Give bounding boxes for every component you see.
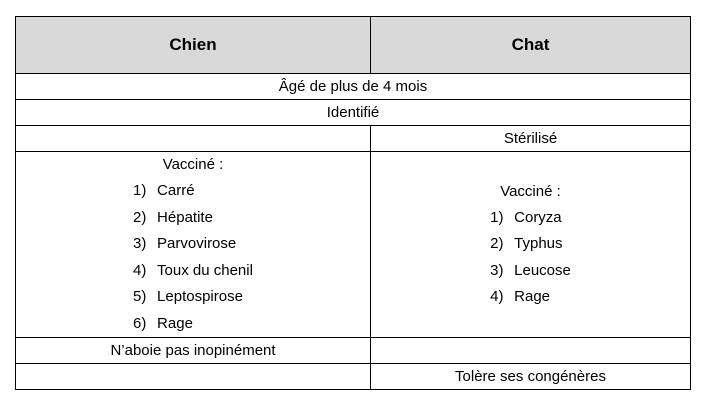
- vaccine-name: Rage: [514, 288, 550, 305]
- dog-vaccine-item: [133, 258, 253, 285]
- list-number: 4): [133, 261, 147, 279]
- dog-vaccine-item: [133, 178, 253, 205]
- dog-vaccines-cell: [16, 152, 371, 338]
- cat-vaccine-item: [490, 205, 571, 232]
- header-dog: Chien: [16, 17, 371, 74]
- list-number: 2): [490, 235, 504, 252]
- vaccine-name: Hépatite: [157, 208, 213, 226]
- dog-vaccine-list: [133, 178, 253, 337]
- cat-vaccines-cell: [371, 152, 691, 338]
- row-vaccines: [16, 152, 691, 338]
- row-tolerance: [16, 364, 691, 390]
- list-number: 1): [133, 182, 147, 199]
- vaccine-name: Toux du chenil: [157, 261, 253, 279]
- cat-sterilized: Stérilisé: [371, 126, 691, 152]
- age-requirement: Âgé de plus de 4 mois: [16, 74, 691, 100]
- cat-tolerance: Tolère ses congénères: [371, 364, 691, 390]
- list-number: 5): [133, 288, 147, 305]
- row-barking: [16, 338, 691, 364]
- header-cat: Chat: [371, 17, 691, 74]
- list-number: 6): [133, 314, 147, 332]
- dog-tolerance-cell: [16, 364, 371, 390]
- cat-vaccine-item: [490, 231, 571, 258]
- list-number: 4): [490, 288, 504, 305]
- vaccine-name: Parvovirose: [157, 235, 237, 252]
- vaccine-name: Leptospirose: [157, 288, 243, 305]
- list-number: 2): [133, 208, 147, 226]
- dog-sterilized-cell: [16, 126, 371, 152]
- dog-vaccine-item: [133, 205, 253, 232]
- cat-vaccine-item: [490, 258, 571, 285]
- vaccine-name: Carré: [157, 182, 195, 199]
- comparison-table: [15, 16, 691, 390]
- row-age: [16, 74, 691, 100]
- list-number: 1): [490, 208, 504, 226]
- identified-requirement: Identifié: [16, 100, 691, 126]
- row-sterilized: [16, 126, 691, 152]
- cat-vaccine-item: [490, 284, 571, 311]
- list-number: 3): [133, 235, 147, 252]
- dog-vaccine-item: [133, 311, 253, 338]
- dog-vaccines: [133, 152, 253, 337]
- cat-vaccines-title: Vacciné :: [500, 182, 561, 200]
- dog-vaccine-item: [133, 231, 253, 258]
- cat-vaccine-list: [490, 205, 571, 311]
- cat-vaccines: [490, 179, 571, 311]
- dog-vaccine-item: [133, 284, 253, 311]
- cat-barking-cell: [371, 338, 691, 364]
- vaccine-name: Leucose: [514, 261, 571, 279]
- row-identified: [16, 100, 691, 126]
- vaccine-name: Coryza: [514, 208, 562, 226]
- vaccine-name: Rage: [157, 314, 193, 332]
- vaccine-name: Typhus: [514, 235, 563, 252]
- list-number: 3): [490, 261, 504, 279]
- dog-vaccines-title: Vacciné :: [162, 156, 224, 173]
- header-row: [16, 17, 691, 74]
- dog-barking: N’aboie pas inopinément: [16, 338, 371, 364]
